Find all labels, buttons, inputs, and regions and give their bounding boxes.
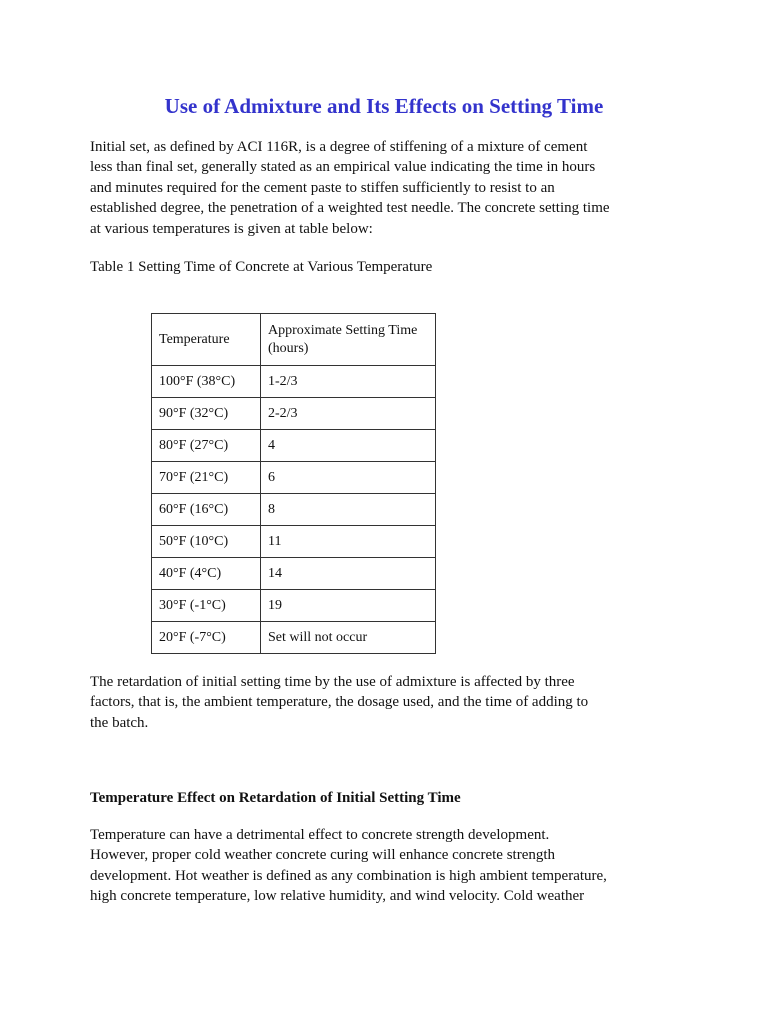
intro-line: Initial set, as defined by ACI 116R, is a degree of stiffening of a mixture of cement <box>90 139 588 155</box>
setting-time-cell: 19 <box>261 590 436 622</box>
setting-time-cell: Set will not occur <box>261 622 436 654</box>
retardation-line: the batch. <box>90 714 149 731</box>
table-header-row <box>152 314 436 366</box>
table-row <box>152 558 436 590</box>
temperature-cell: 80°F (27°C) <box>152 430 261 462</box>
table-row <box>152 366 436 398</box>
temperature-cell: 90°F (32°C) <box>152 398 261 430</box>
intro-line: less than final set, generally stated as an empirical value indicating the time in hours <box>90 159 596 176</box>
table-row <box>152 494 436 526</box>
table-row <box>152 526 436 558</box>
setting-time-cell: 1-2/3 <box>261 366 436 398</box>
intro-paragraph <box>90 137 690 239</box>
temperature-cell: 70°F (21°C) <box>152 462 261 494</box>
section-heading: Temperature Effect on Retardation of Initial Setting Time <box>90 790 461 806</box>
setting-time-cell: 11 <box>261 526 436 558</box>
intro-line: at various temperatures is given at table below: <box>90 220 373 237</box>
setting-time-cell: 8 <box>261 494 436 526</box>
temperature-line: development. Hot weather is defined as any combination is high ambient temperature, <box>90 867 607 884</box>
setting-time-cell: 4 <box>261 430 436 462</box>
table-row <box>152 398 436 430</box>
temperature-line: high concrete temperature, low relative humidity, and wind velocity. Cold weather <box>90 888 585 905</box>
header-cell-setting-time: Approximate Setting Time (hours) <box>261 314 436 366</box>
intro-line: and minutes required for the cement paste to stiffen sufficiently to resist to an <box>90 179 555 196</box>
temperature-cell: 60°F (16°C) <box>152 494 261 526</box>
temperature-cell: 30°F (-1°C) <box>152 590 261 622</box>
temperature-line: Temperature can have a detrimental effect to concrete strength development. <box>90 827 550 843</box>
temperature-cell: 50°F (10°C) <box>152 526 261 558</box>
table-row <box>152 590 436 622</box>
setting-time-table <box>151 313 436 654</box>
temperature-paragraph <box>90 825 690 907</box>
header-cell-temperature: Temperature <box>152 314 261 366</box>
page-title: Use of Admixture and Its Effects on Setting Time <box>164 94 604 118</box>
table-row <box>152 462 436 494</box>
temperature-cell: 20°F (-7°C) <box>152 622 261 654</box>
setting-time-cell: 2-2/3 <box>261 398 436 430</box>
temperature-cell: 100°F (38°C) <box>152 366 261 398</box>
table-row <box>152 430 436 462</box>
setting-time-cell: 14 <box>261 558 436 590</box>
intro-line: established degree, the penetration of a weighted test needle. The concrete setting time <box>90 200 610 217</box>
temperature-line: However, proper cold weather concrete curing will enhance concrete strength <box>90 847 556 864</box>
retardation-paragraph <box>90 672 690 733</box>
retardation-line: The retardation of initial setting time by the use of admixture is affected by three <box>90 674 575 690</box>
table-caption: Table 1 Setting Time of Concrete at Various Temperature <box>90 259 433 275</box>
table-row <box>152 622 436 654</box>
temperature-cell: 40°F (4°C) <box>152 558 261 590</box>
retardation-line: factors, that is, the ambient temperature, the dosage used, and the time of adding to <box>90 694 589 711</box>
setting-time-cell: 6 <box>261 462 436 494</box>
